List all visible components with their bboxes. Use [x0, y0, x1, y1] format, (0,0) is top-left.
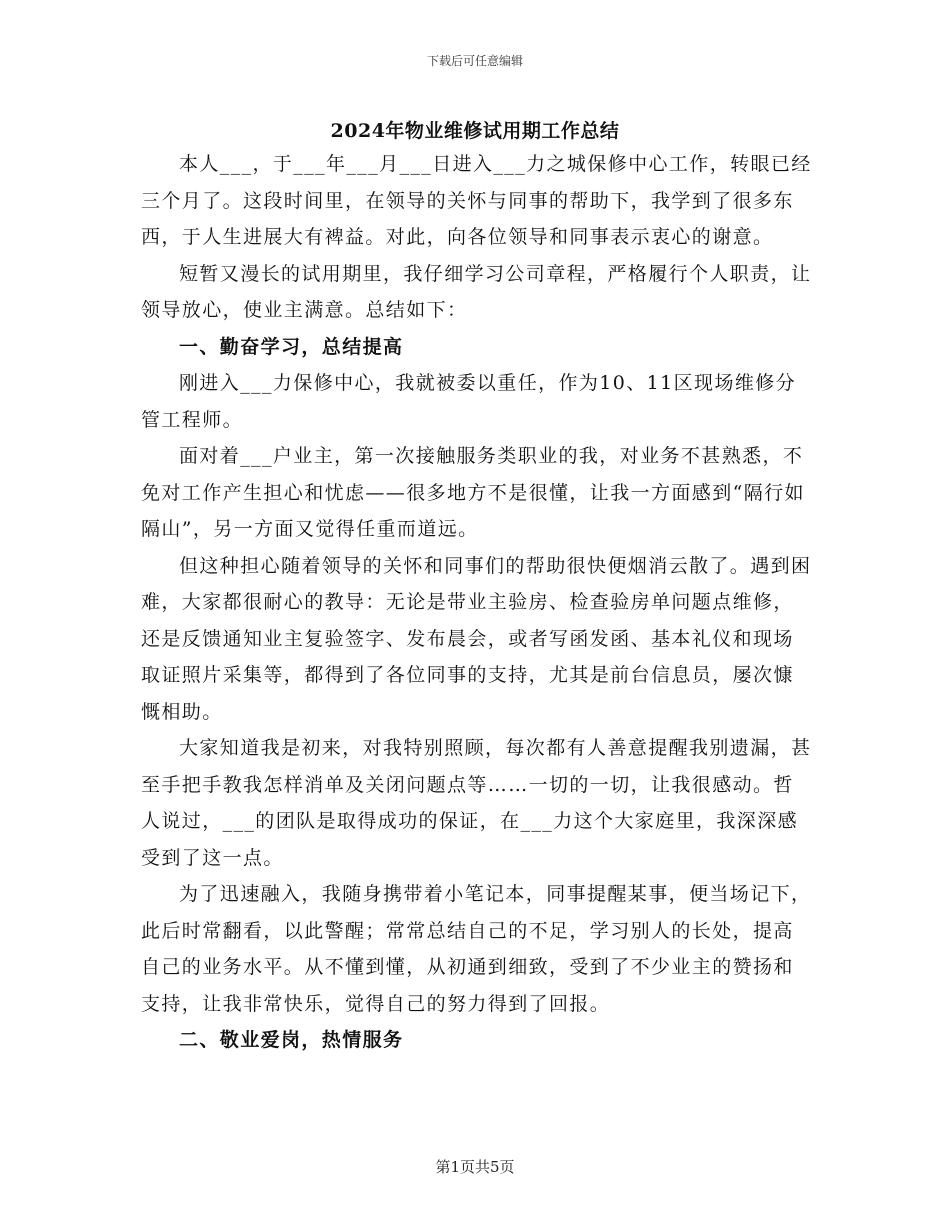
paragraph: 面对着___户业主，第一次接触服务类职业的我，对业务不甚熟悉，不免对工作产生担心和忧虑——很多地方不是很懂，让我一方面感到“隔行如隔山”，另一方面又觉得任重而道远。	[141, 445, 805, 540]
paragraph: 短暂又漫长的试用期里，我仔细学习公司章程，严格履行个人职责，让领导放心，使业主满意。总结如下：	[141, 262, 812, 321]
paragraph: 大家知道我是初来，对我特别照顾，每次都有人善意提醒我别遗漏，甚至手把手教我怎样消单及关闭问题点等……一切的一切，让我很感动。哲人说过，___的团队是取得成功的保证，在___力这个大家庭里，我深深感受到了这一点。	[141, 737, 812, 869]
paragraph: 为了迅速融入，我随身携带着小笔记本，同事提醒某事，便当场记下，此后时常翻看，以此警醒；常常总结自己的不足，学习别人的长处，提高自己的业务水平。从不懂到懂，从初通到细致，受到了不少业主的赞扬和支持，让我非常快乐，觉得自己的努力得到了回报。	[141, 883, 812, 1015]
document-title: 2024年物业维修试用期工作总结	[330, 120, 620, 142]
section-heading: 二、敬业爱岗，热情服务	[179, 1029, 404, 1051]
page-header: 下载后可任意编辑	[426, 54, 523, 68]
document-body	[141, 146, 813, 1059]
paragraph: 刚进入___力保修中心，我就被委以重任，作为10、11区现场维修分管工程师。	[141, 372, 797, 431]
paragraph: 本人___，于___年___月___日进入___力之城保修中心工作，转眼已经三个月了。这段时间里，在领导的关怀与同事的帮助下，我学到了很多东西，于人生进展大有裨益。对此，向各位领导和同事表示衷心的谢意。	[141, 153, 812, 248]
paragraph: 但这种担心随着领导的关怀和同事们的帮助很快便烟消云散了。遇到困难，大家都很耐心的教导：无论是带业主验房、检查验房单问题点维修，还是反馈通知业主复验签字、发布晨会，或者写函发函、基本礼仪和现场取证照片采集等，都得到了各位同事的支持，尤其是前台信息员，屡次慷慨相助。	[141, 554, 812, 723]
page-footer: 第1页共5页	[435, 1158, 515, 1176]
section-heading: 一、勤奋学习，总结提高	[179, 335, 404, 358]
